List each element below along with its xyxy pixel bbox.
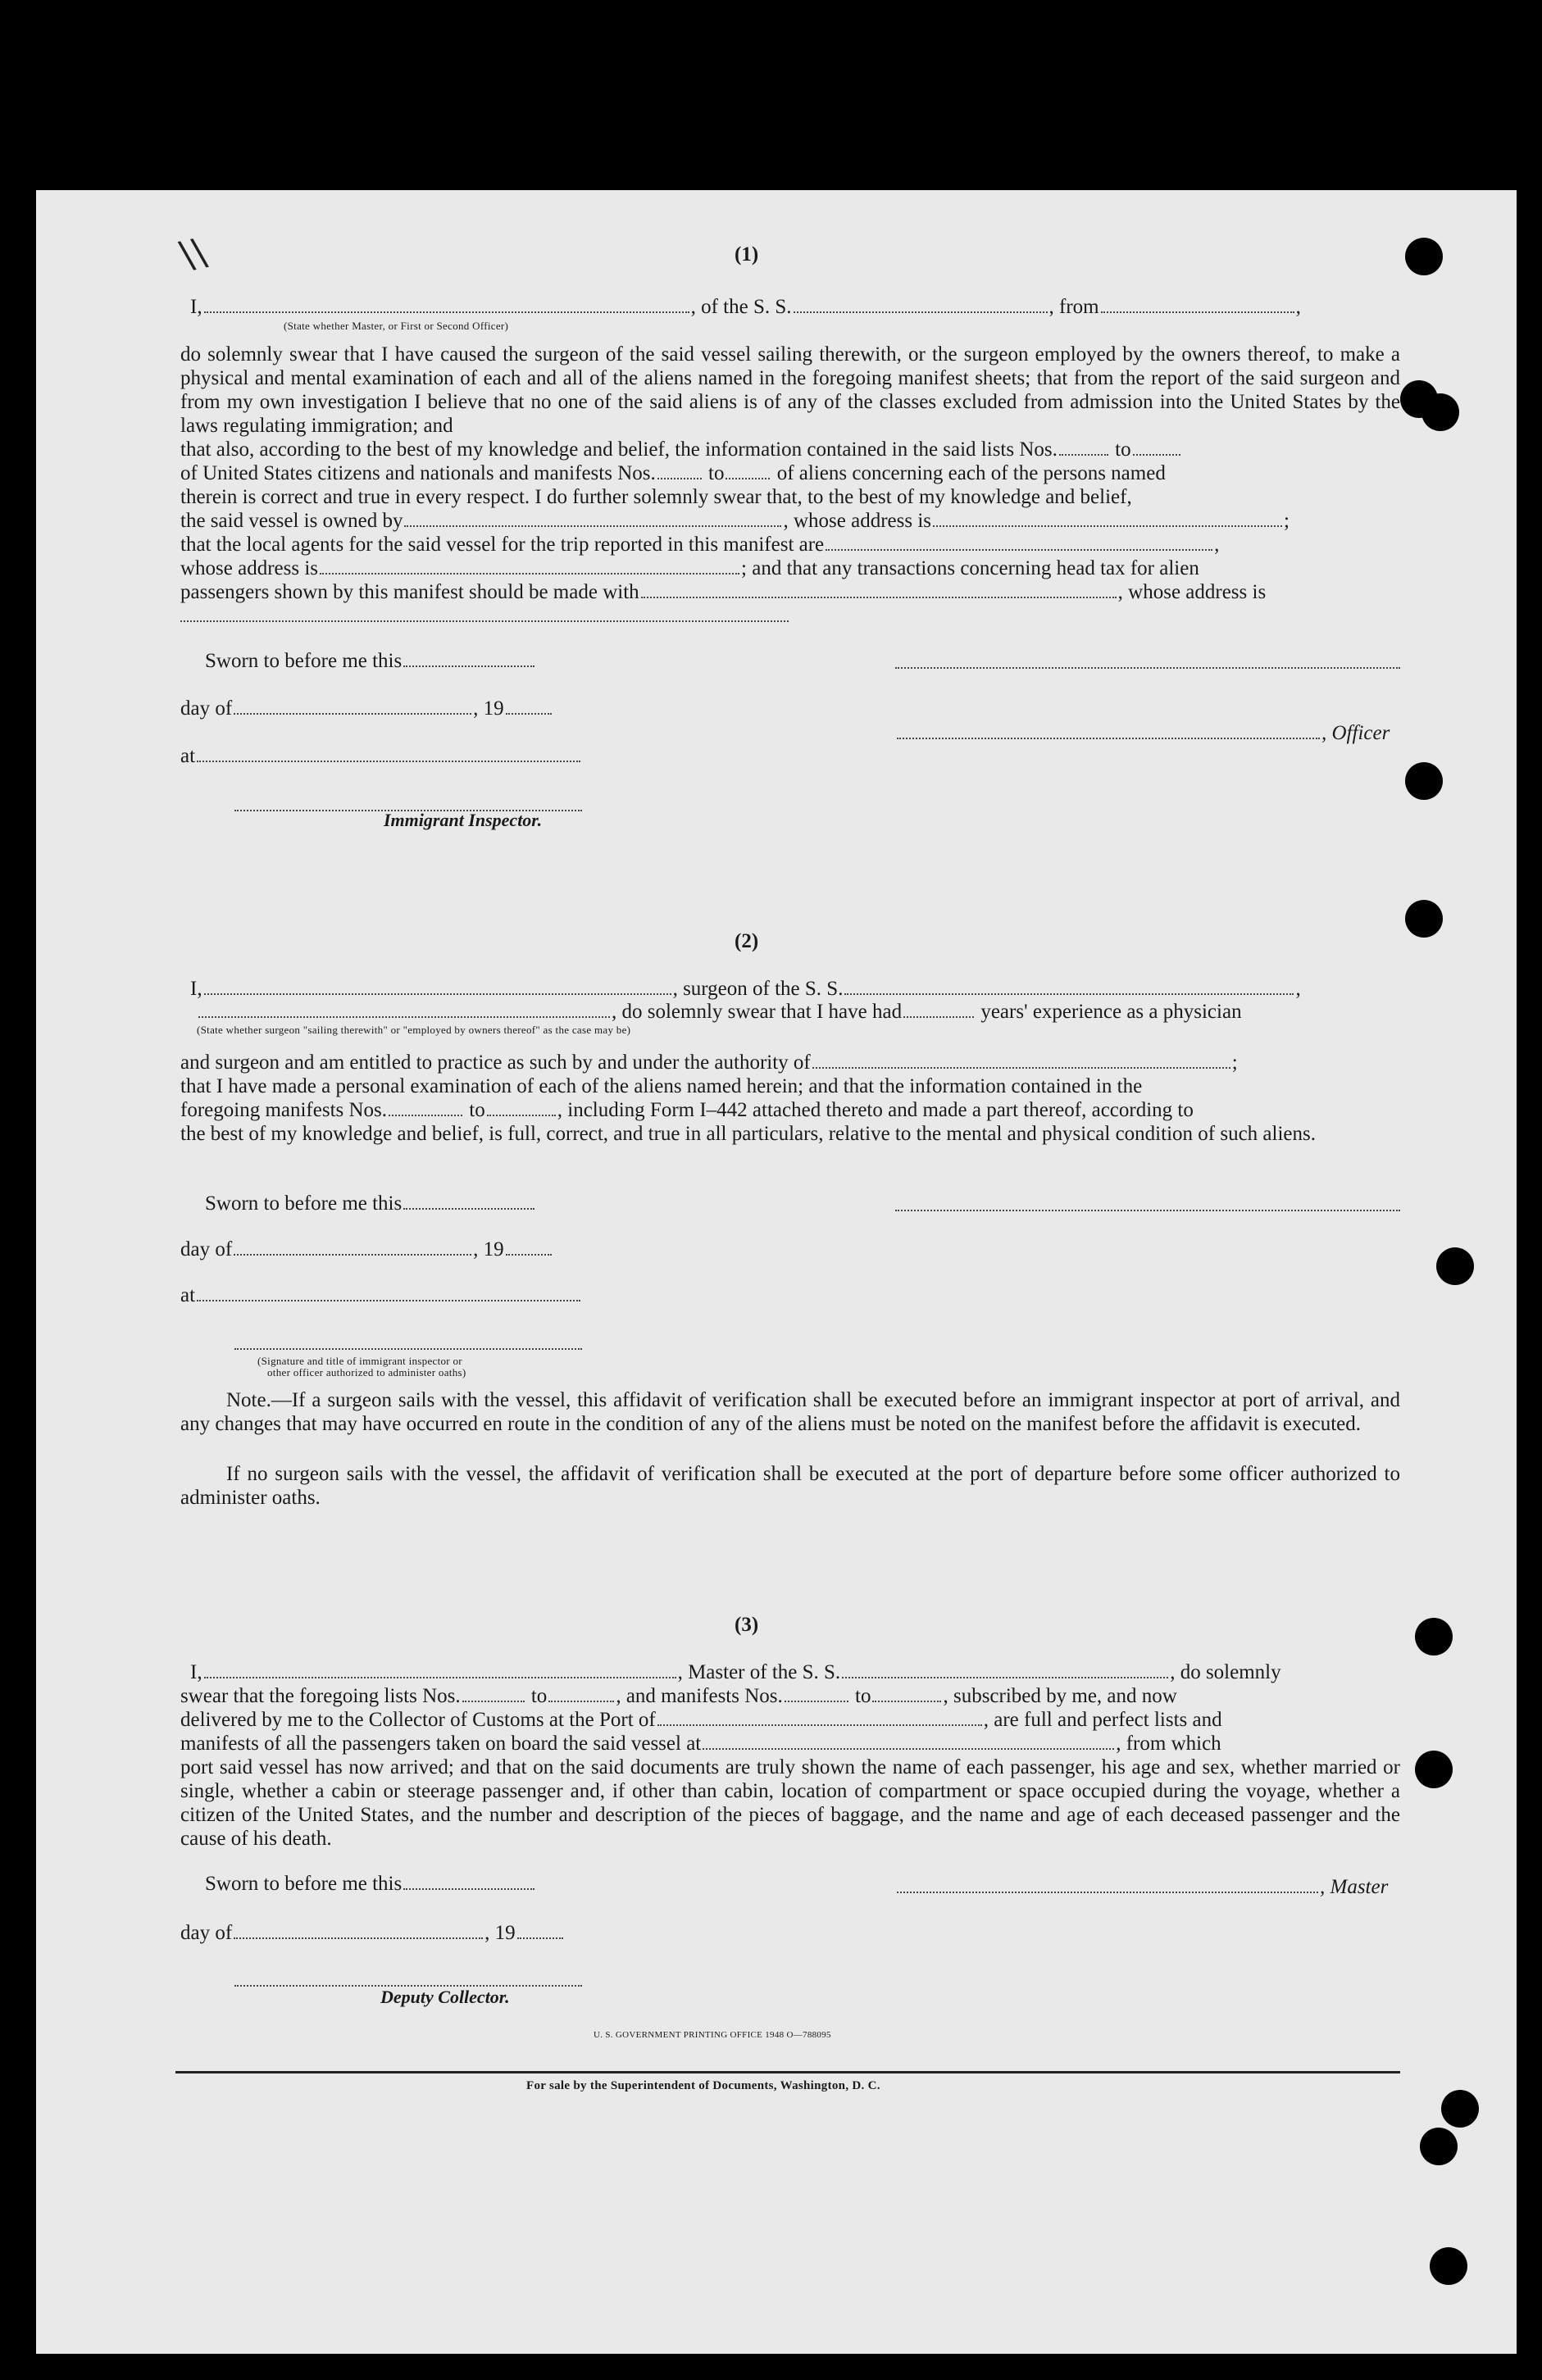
section-1-number: (1)	[735, 243, 759, 266]
s1-sworn: Sworn to before me this	[205, 649, 536, 674]
s3-line1: I, , Master of the S. S. , do solemnly	[190, 1661, 1281, 1683]
punch-hole	[1415, 1618, 1453, 1656]
section-3-number: (3)	[735, 1614, 759, 1636]
section-2-number: (2)	[735, 930, 759, 952]
s1-lists-line: that also, according to the best of my knowledge and belief, the information contained in the said lists Nos. to	[180, 438, 1182, 462]
s2-at: at	[180, 1283, 582, 1308]
punch-hole	[1421, 393, 1459, 431]
s3-master-line: , Master	[895, 1875, 1388, 1900]
s2-line2: , do solemnly swear that I have had years' experience as a physician	[197, 1000, 1242, 1024]
punch-hole	[1405, 900, 1443, 938]
punch-hole	[1405, 762, 1443, 800]
s1-day: day of , 19	[180, 697, 553, 721]
s3-paragraph: port said vessel has now arrived; and that on the said documents are truly shown the name of each passenger, his age and sex, whether married or single, whether a cabin or steerage passenger and, if other than cabin, location of compartment or space occupied during the voyage, whether a citizen of the United States, and the number and description of the pieces of baggage, and the name and age of each deceased passenger and the cause of his death.	[180, 1756, 1400, 1850]
s1-inspector-caption: Immigrant Inspector.	[384, 810, 543, 830]
s3-line4: manifests of all the passengers taken on board the said vessel at , from which	[180, 1733, 1221, 1755]
s2-belief-paragraph: the best of my knowledge and belief, is full, correct, and true in all particulars, relative to the mental and physical condition of such aliens.	[180, 1123, 1316, 1145]
punch-hole	[1430, 2247, 1467, 2285]
s2-authority-line: and surgeon and am entitled to practice as such by and under the authority of ;	[180, 1051, 1238, 1074]
s1-at: at	[180, 744, 582, 769]
s1-line-therein: therein is correct and true in every respect. I do further solemnly swear that, to the best of my knowledge and belief,	[180, 486, 1132, 508]
s1-owned-line: the said vessel is owned by , whose address is ;	[180, 510, 1290, 532]
s1-whose-line: whose address is ; and that any transactions concerning head tax for alien	[180, 557, 1199, 579]
form-page	[36, 190, 1517, 2354]
sale-notice: For sale by the Superintendent of Documents, Washington, D. C.	[526, 2079, 880, 2092]
s3-day: day of , 19	[180, 1921, 565, 1946]
punch-hole	[1405, 238, 1443, 275]
s3-deputy-caption: Deputy Collector.	[380, 1987, 510, 2007]
s2-sworn: Sworn to before me this	[205, 1192, 536, 1216]
gpo-imprint: U. S. GOVERNMENT PRINTING OFFICE 1948 O—788095	[594, 2030, 831, 2040]
s2-sig-caption-1: (Signature and title of immigrant inspector or	[257, 1355, 462, 1367]
footer-rule	[175, 2071, 1400, 2073]
s2-line1: I, , surgeon of the S. S. ,	[190, 978, 1301, 1000]
s1-agents-line: that the local agents for the said vessel for the trip reported in this manifest are ,	[180, 534, 1220, 556]
s2-note-departure: If no surgeon sails with the vessel, the affidavit of verification shall be executed at the port of departure before some officer authorized to administer oaths.	[180, 1463, 1400, 1509]
s2-manifests-line: foregoing manifests Nos. to , including Form I–442 attached thereto and made a part thereof, according to	[180, 1099, 1194, 1121]
s1-officer-caption: (State whether Master, or First or Second Officer)	[284, 320, 509, 332]
s2-day: day of , 19	[180, 1238, 553, 1262]
s1-officer-line: , Officer	[895, 721, 1390, 746]
s3-line3: delivered by me to the Collector of Customs at the Port of , are full and perfect lists and	[180, 1709, 1222, 1731]
punch-hole	[1441, 2090, 1479, 2128]
s3-sworn: Sworn to before me this	[205, 1872, 536, 1896]
s2-surgeon-caption: (State whether surgeon "sailing therewith" or "employed by owners thereof" as the case may be)	[197, 1024, 631, 1036]
s2-examination-line: that I have made a personal examination of each of the aliens named herein; and that the information contained in the	[180, 1075, 1143, 1097]
s1-passengers-line: passengers shown by this manifest should be made with , whose address is	[180, 581, 1267, 603]
s1-paragraph: do solemnly swear that I have caused the surgeon of the said vessel sailing therewith, or the surgeon employed by the owners thereof, to make a physical and mental examination of each and all of the aliens named in the foregoing manifest sheets; that from the report of the said surgeon and from my own investigation I believe that no one of the said aliens is of any of the classes excluded from admission into the United States by the laws regulating immigration; and	[180, 343, 1400, 437]
s2-inspector-sig-line[interactable]	[234, 1348, 582, 1350]
handwritten-mark: \\	[175, 229, 211, 278]
s2-surgeon-sig-line[interactable]	[895, 1210, 1400, 1211]
punch-hole	[1420, 2128, 1458, 2165]
s3-line2: swear that the foregoing lists Nos. to , and manifests Nos. to , subscribed by me, and now	[180, 1685, 1177, 1707]
s2-note-paragraph: Note.—If a surgeon sails with the vessel, this affidavit of verification shall be executed before an immigrant inspector at port of arrival, and any changes that may have occurred en route in the condition of any of the aliens must be noted on the manifest before the affidavit is executed.	[180, 1389, 1400, 1435]
s1-manifests-line: of United States citizens and nationals and manifests Nos. to of aliens concerning each of the persons named	[180, 462, 1166, 484]
s1-address-leader	[180, 620, 789, 622]
s2-sig-caption-2: other officer authorized to administer oaths)	[267, 1366, 466, 1378]
punch-hole	[1436, 1247, 1474, 1285]
punch-hole	[1415, 1751, 1453, 1788]
s1-officer-sig-line-1[interactable]	[895, 667, 1400, 669]
s1-line1: I, , of the S. S. , from ,	[190, 296, 1301, 318]
